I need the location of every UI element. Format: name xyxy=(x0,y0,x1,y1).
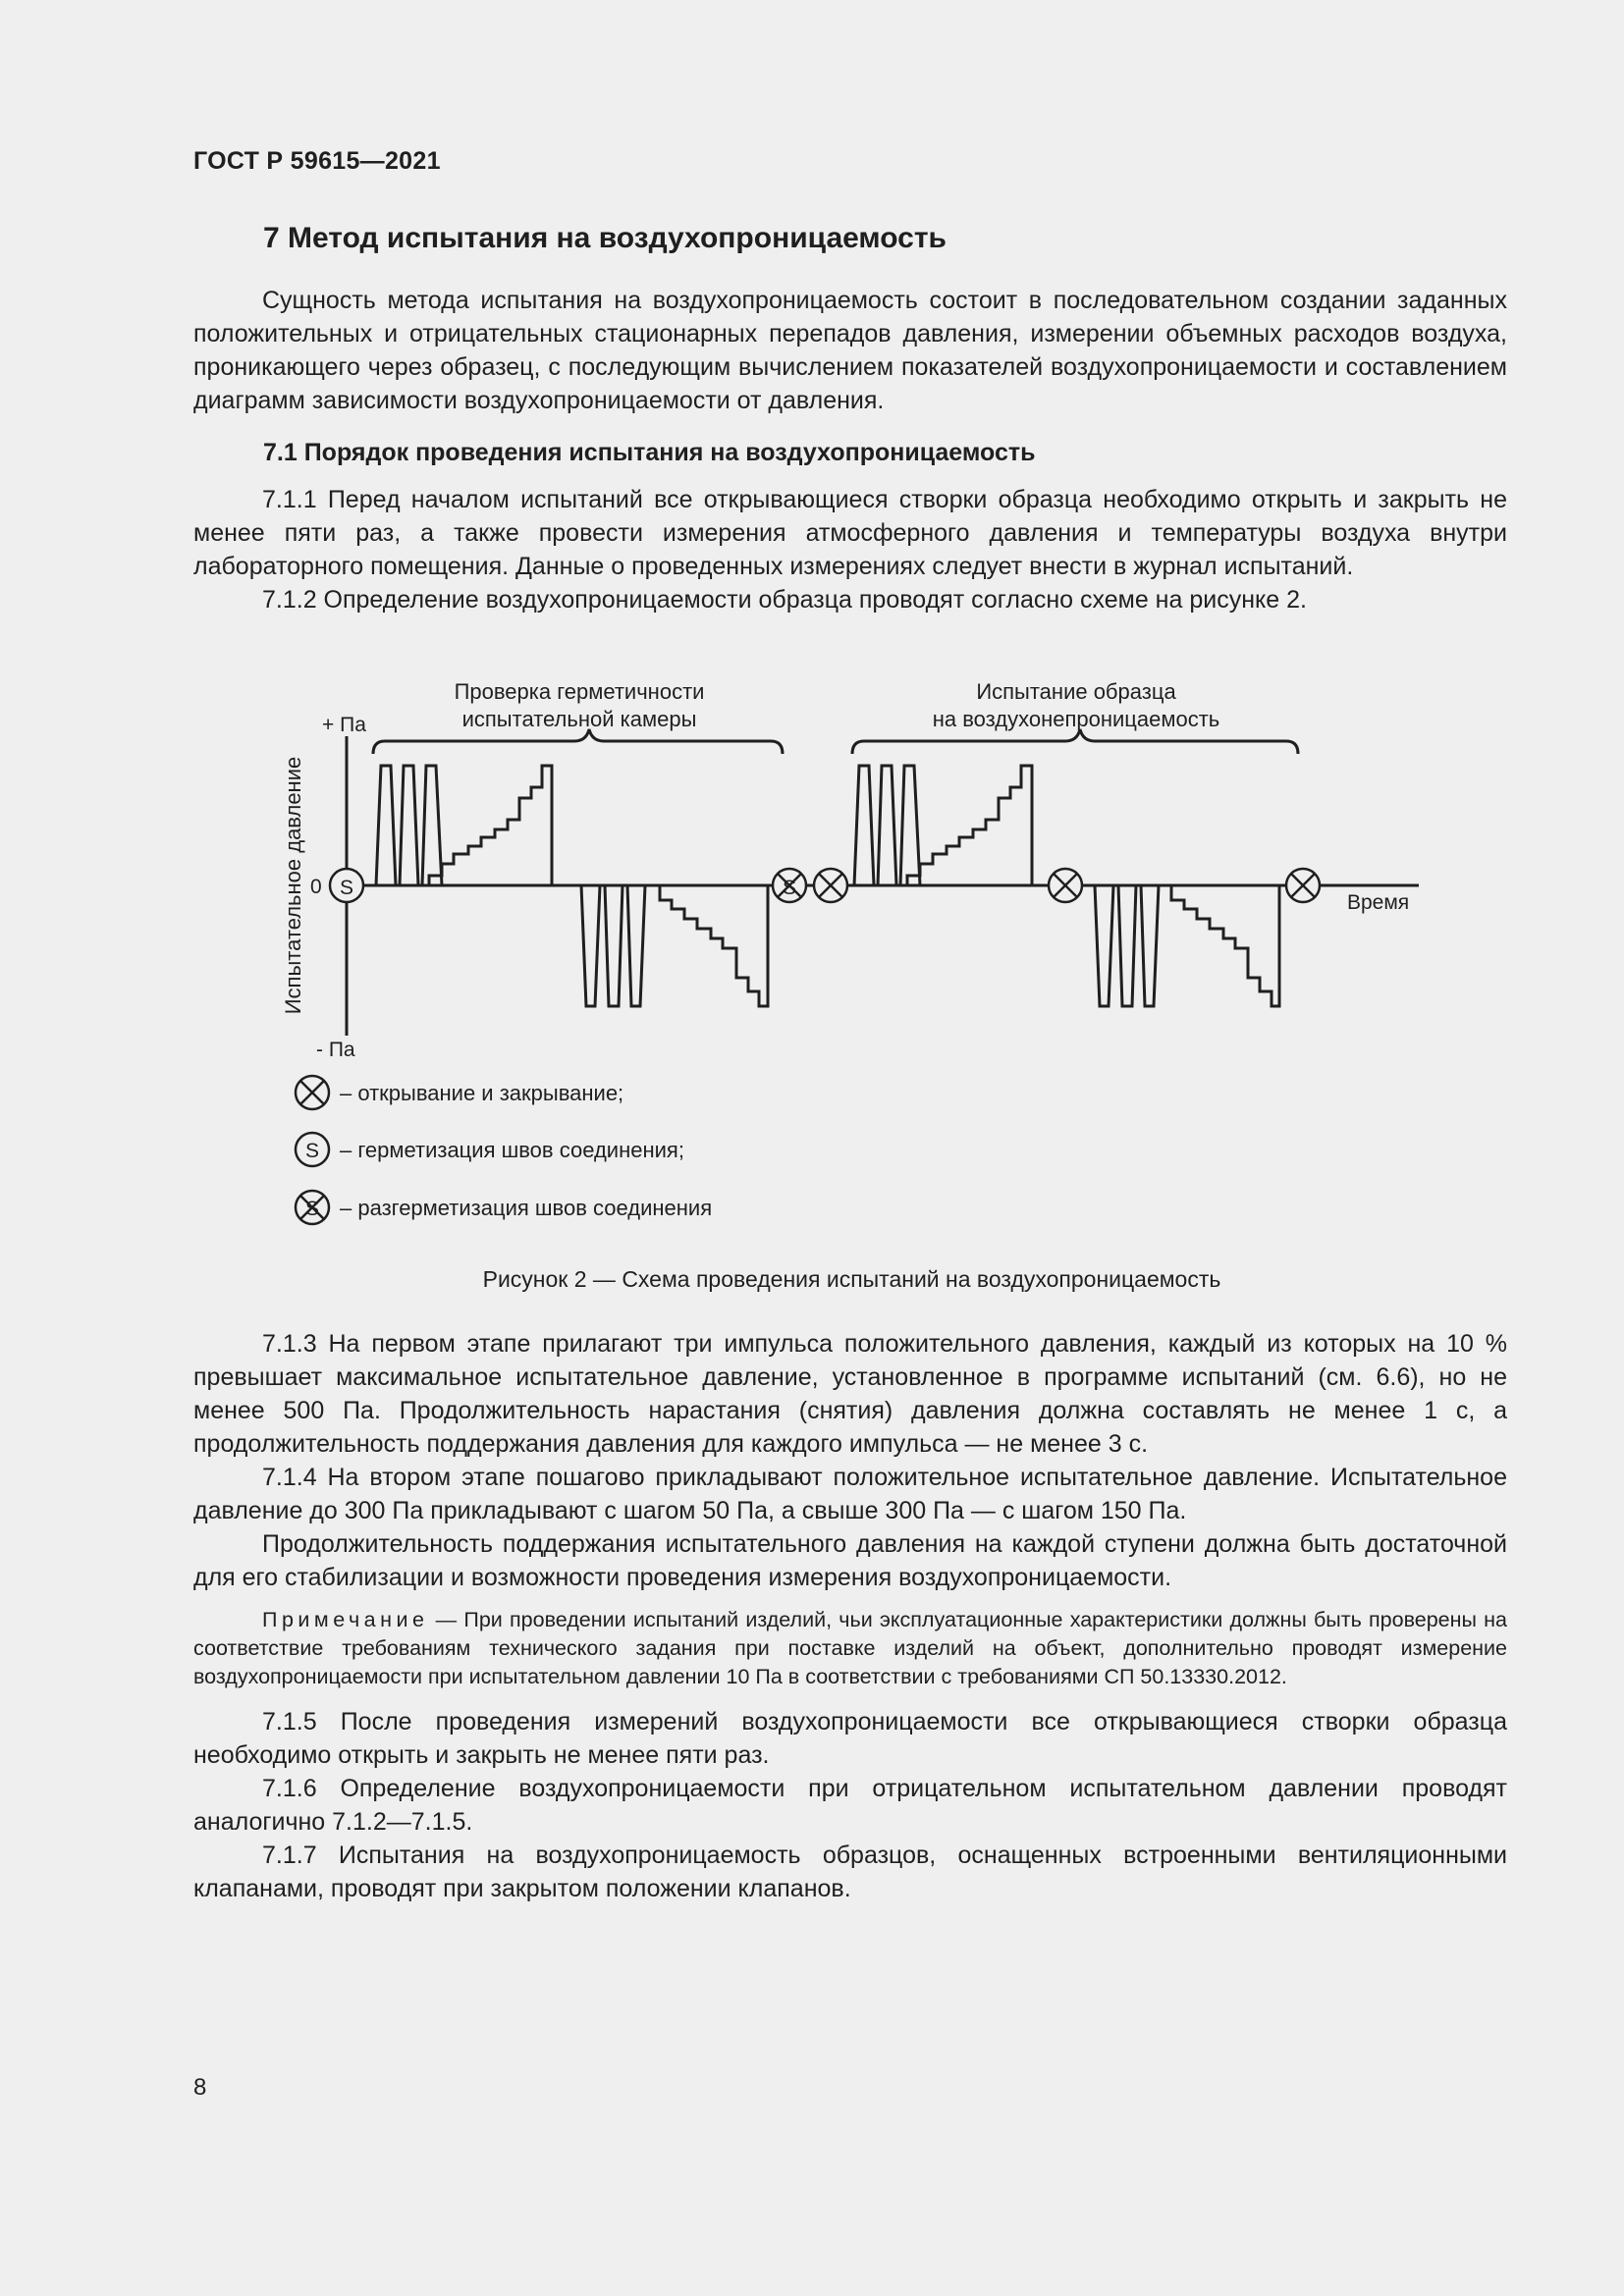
open-close-marker-1 xyxy=(814,869,847,902)
paragraph-7-1-1: 7.1.1 Перед началом испытаний все открывающиеся створки образца необходимо открыть и закрыть не менее пяти раз, а также провести измерения атмосферного давления и температуры воздуха внутри лабораторного помещения. Данные о проведенных измерениях следует внести в журнал испытаний. xyxy=(193,486,1507,580)
minus-pa-label: - Па xyxy=(316,1039,355,1061)
document-header: ГОСТ Р 59615—2021 xyxy=(193,147,441,175)
paragraph-7-1-7: 7.1.7 Испытания на воздухопроницаемость образцов, оснащенных встроенными вентиляционными клапанами, проводят при закрытом положении клапанов. xyxy=(193,1842,1507,1902)
brace-sample-test xyxy=(852,729,1298,754)
paragraph-7-1-5: 7.1.5 После проведения измерений воздухопроницаемости все открывающиеся створки образца необходимо открыть и закрыть не менее пяти раз. xyxy=(193,1708,1507,1769)
note-label: Примечание xyxy=(262,1608,429,1631)
brace-chamber-check-line1: Проверка герметичности xyxy=(454,679,705,704)
open-close-marker-3 xyxy=(1286,869,1320,902)
figure-caption: Рисунок 2 — Схема проведения испытаний на воздухопроницаемость xyxy=(482,1266,1221,1292)
legend-unseal-text: – разгерметизация швов соединения xyxy=(340,1196,713,1220)
legend-seal-text: – герметизация швов соединения; xyxy=(340,1138,684,1162)
seal-marker-letter: S xyxy=(339,877,354,899)
brace-chamber-check xyxy=(373,729,783,754)
brace-chamber-check-line2: испытательной камеры xyxy=(461,707,697,731)
intro-paragraph: Сущность метода испытания на воздухопроницаемость состоит в последовательном создании заданных положительных и отрицательных стационарных перепадов давления, измерении объемных расходов воздуха, проникающего через образец, с последующим вычислением показателей воздухопроницаемости и составлением диаграмм зависимости воздухопроницаемости от давления. xyxy=(193,287,1507,414)
plus-pa-label: + Па xyxy=(322,714,366,736)
lower-block xyxy=(193,1327,1507,1905)
pressure-curve-cycle1-positive xyxy=(363,766,568,885)
brace-sample-test-line2: на воздухонепроницаемость xyxy=(932,707,1220,731)
paragraph-7-1-2: 7.1.2 Определение воздухопроницаемости образца проводят согласно схеме на рисунке 2. xyxy=(262,586,1307,614)
paragraph-7-1-3: 7.1.3 На первом этапе прилагают три импульса положительного давления, каждый из которых на 10 % превышает максимальное испытательное давление, установленное в программе испытаний (см. 6.6), но не менее 500 Па. Продолжительность нарастания (снятия) давления должна составлять не менее 1 с, а продолжительность поддержания давления для каждого импульса — не менее 3 с. xyxy=(193,1330,1507,1458)
paragraph-7-1-4: 7.1.4 На втором этапе пошагово прикладывают положительное испытательное давление. Испытательное давление до 300 Па прикладывают с шагом 50 Па, а свыше 300 Па — с шагом 150 Па. xyxy=(193,1464,1507,1524)
legend-open-close-icon xyxy=(296,1076,329,1109)
paragraph-7-1-6: 7.1.6 Определение воздухопроницаемости при отрицательном испытательном давлении проводят аналогично 7.1.2—7.1.5. xyxy=(193,1775,1507,1836)
open-close-marker-2 xyxy=(1049,869,1082,902)
subsection-title: 7.1 Порядок проведения испытания на воздухопроницаемость xyxy=(263,439,1036,466)
y-axis-label: Испытательное давление xyxy=(281,756,305,1015)
paragraph-7-1-4-continued: Продолжительность поддержания испытательного давления на каждой ступени должна быть достаточной для его стабилизации и возможности проведения измерения воздухопроницаемости. xyxy=(193,1530,1507,1591)
pressure-curve-cycle1-negative xyxy=(568,885,776,1006)
note-text: — При проведении испытаний изделий, чьи эксплуатационные характеристики должны быть проверены на соответствие требованиям технического задания при поставке изделий на объект, дополнительно проводят измерение воздухопроницаемости при испытательном давлении 10 Па в соответствии с требованиями СП 50.13330.2012. xyxy=(193,1608,1507,1688)
legend-seal-letter: S xyxy=(304,1140,320,1162)
legend-open-close-text: – открывание и закрывание; xyxy=(340,1081,624,1105)
legend-unseal-letter: S xyxy=(304,1198,320,1220)
pressure-curve-cycle2-positive xyxy=(846,766,1049,885)
page-number: 8 xyxy=(193,2074,207,2101)
pressure-curve-cycle2-negative xyxy=(1082,885,1284,1006)
zero-label: 0 xyxy=(310,876,322,898)
section-title: 7 Метод испытания на воздухопроницаемость xyxy=(263,222,947,254)
brace-sample-test-line1: Испытание образца xyxy=(976,679,1176,704)
unseal-marker-letter: S xyxy=(782,877,797,899)
note-paragraph xyxy=(193,1606,1507,1691)
time-axis-label: Время xyxy=(1347,891,1410,914)
